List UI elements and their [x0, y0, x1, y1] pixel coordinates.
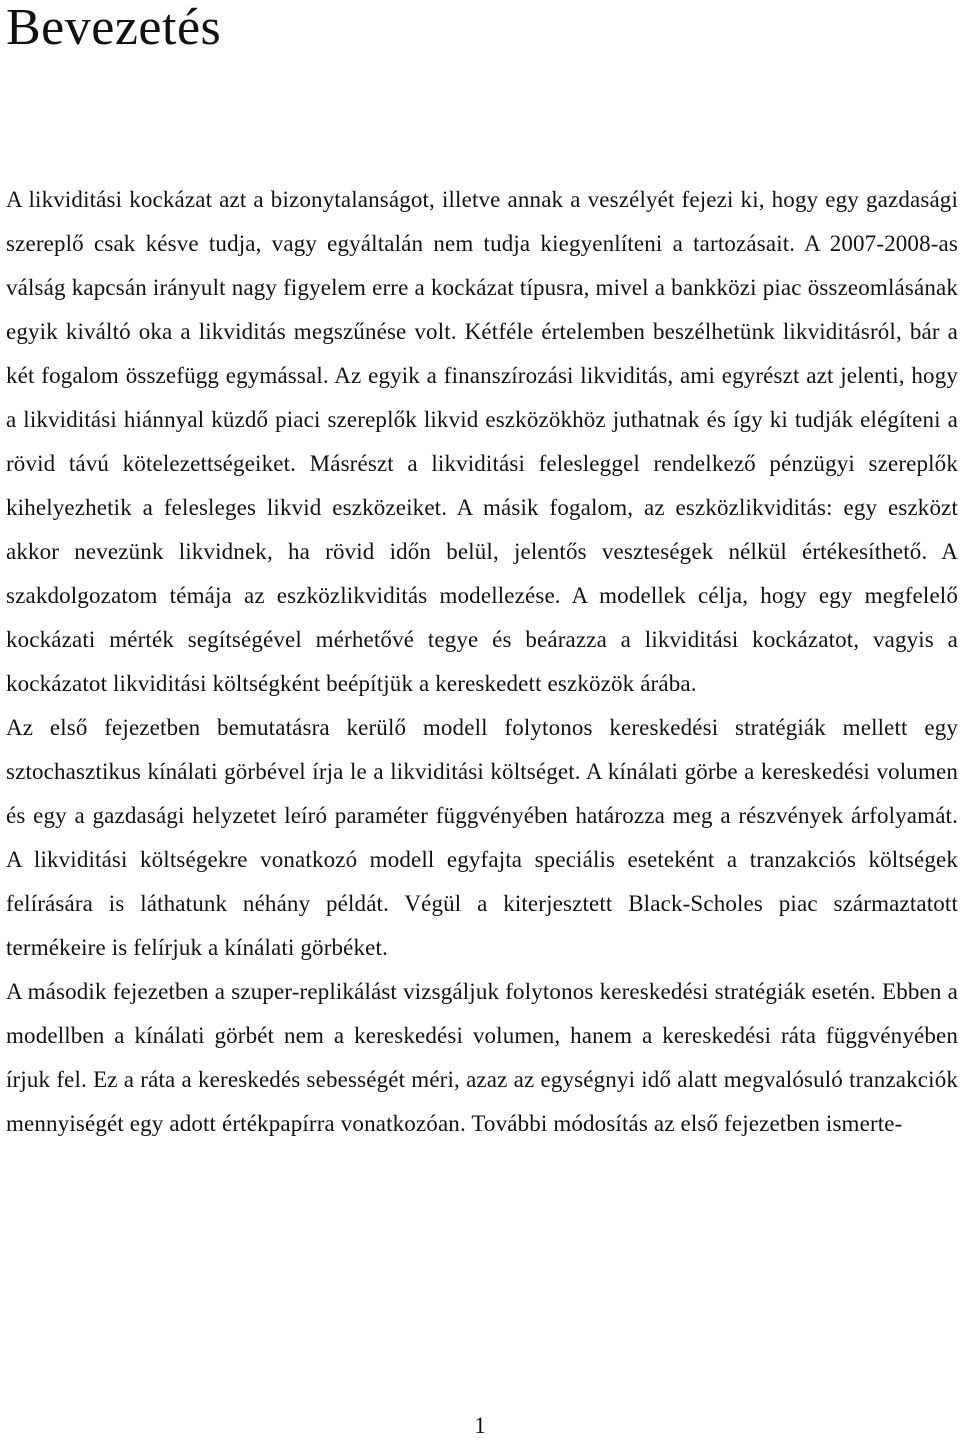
body-text — [6, 178, 958, 1146]
page-number: 1 — [474, 1413, 486, 1438]
paragraph-3: A második fejezetben a szuper-replikálást vizsgáljuk folytonos kereskedési stratégiák esetén. Ebben a modellben a kínálati görbét nem a kereskedési volumen, hanem a kereskedési ráta függvényében írjuk fel. Ez a ráta a kereskedés sebességét méri, azaz az egységnyi idő alatt megvalósuló tranzakciók mennyiségét egy adott értékpapírra vonatkozóan. További módosítás az első fejezetben ismerte- — [6, 979, 958, 1136]
paragraph-2: Az első fejezetben bemutatásra kerülő modell folytonos kereskedési stratégiák mellett egy sztochasztikus kínálati görbével írja le a likviditási költséget. A kínálati görbe a kereskedési volumen és egy a gazdasági helyzetet leíró paraméter függvényében határozza meg a részvények árfolyamát. A likviditási költségekre vonatkozó modell egyfajta speciális eseteként a tranzakciós költségek felírására is láthatunk néhány példát. Végül a kiterjesztett Black-Scholes piac származtatott termékeire is felírjuk a kínálati görbéket. — [6, 715, 958, 960]
chapter-title: Bevezetés — [6, 0, 222, 56]
paragraph-1: A likviditási kockázat azt a bizonytalanságot, illetve annak a veszélyét fejezi ki, hogy egy gazdasági szereplő csak késve tudja, vagy egyáltalán nem tudja kiegyenlíteni a tartozásait. A 2007-2008-as válság kapcsán irányult nagy figyelem erre a kockázat típusra, mivel a bankközi piac összeomlásának egyik kiváltó oka a likviditás megszűnése volt. Kétféle értelemben beszélhetünk likviditásról, bár a két fogalom összefügg egymással. Az egyik a finanszírozási likviditás, ami egyrészt azt jelenti, hogy a likviditási hiánnyal küzdő piaci szereplők likvid eszközökhöz juthatnak és így ki tudják elégíteni a rövid távú kötelezettségeiket. Másrészt a likviditási felesleggel rendelkező pénzügyi szereplők kihelyezhetik a felesleges likvid eszközeiket. A másik fogalom, az eszközlikviditás: egy eszközt akkor nevezünk likvidnek, ha rövid időn belül, jelentős veszteségek nélkül értékesíthető. A szakdolgozatom témája az eszközlikviditás modellezése. A modellek célja, hogy egy megfelelő kockázati mérték segítségével mérhetővé tegye és beárazza a likviditási kockázatot, vagyis a kockázatot likviditási költségként beépítjük a kereskedett eszközök árába. — [6, 187, 958, 696]
